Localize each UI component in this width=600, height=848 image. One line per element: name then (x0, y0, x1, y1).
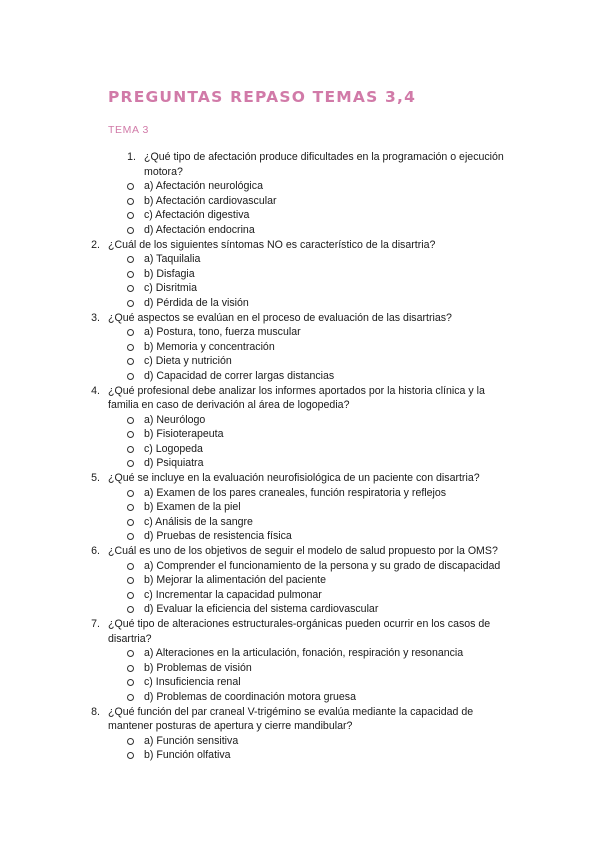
circle-bullet-icon (127, 752, 134, 759)
option-list (0, 325, 600, 383)
answer-option-text: d) Pruebas de resistencia física (144, 530, 292, 543)
circle-bullet-icon (127, 358, 134, 365)
circle-bullet-icon (127, 373, 134, 380)
answer-option (0, 515, 600, 530)
answer-option (0, 748, 600, 763)
answer-option-text: b) Memoria y concentración (144, 340, 275, 353)
answer-option (0, 500, 600, 515)
answer-option-text: c) Incrementar la capacidad pulmonar (144, 588, 322, 601)
question-text: ¿Cuál es uno de los objetivos de seguir el modelo de salud propuesto por la OMS? (108, 545, 498, 558)
answer-option (0, 354, 600, 369)
question-item (0, 617, 600, 705)
answer-option (0, 179, 600, 194)
question-text: ¿Qué tipo de afectación produce dificultades en la programación o ejecución motora? (144, 151, 504, 178)
question-text: ¿Qué tipo de alteraciones estructurales-orgánicas pueden ocurrir en los casos de disartria? (108, 618, 491, 645)
question-number: 6. (91, 545, 100, 558)
answer-option (0, 267, 600, 282)
answer-option (0, 325, 600, 340)
answer-option (0, 296, 600, 311)
answer-option-text: a) Taquilalia (144, 253, 201, 266)
question-text: ¿Cuál de los siguientes síntomas NO es característico de la disartria? (108, 238, 436, 251)
circle-bullet-icon (127, 271, 134, 278)
question-text: ¿Qué aspectos se evalúan en el proceso de evaluación de las disartrias? (108, 311, 452, 324)
circle-bullet-icon (127, 665, 134, 672)
answer-option (0, 602, 600, 617)
answer-option-text: a) Comprender el funcionamiento de la persona y su grado de discapacidad (144, 559, 501, 572)
answer-option-text: c) Dieta y nutrición (144, 355, 232, 368)
answer-option-text: b) Fisioterapeuta (144, 428, 224, 441)
answer-option (0, 734, 600, 749)
circle-bullet-icon (127, 227, 134, 234)
answer-option (0, 690, 600, 705)
question-number: 5. (91, 472, 100, 485)
question-text: ¿Qué profesional debe analizar los informes aportados por la historia clínica y la familia en caso de derivación al área de logopedia? (108, 384, 485, 412)
circle-bullet-icon (127, 460, 134, 467)
circle-bullet-icon (127, 577, 134, 584)
question-number: 3. (91, 311, 100, 324)
answer-option-text: a) Neurólogo (144, 413, 206, 426)
section-heading: TEMA 3 (108, 124, 149, 136)
answer-option-text: d) Problemas de coordinación motora gruesa (144, 690, 356, 703)
circle-bullet-icon (127, 329, 134, 336)
question-number: 4. (91, 384, 100, 397)
option-list (0, 413, 600, 471)
answer-option (0, 675, 600, 690)
answer-option-text: c) Análisis de la sangre (144, 515, 253, 528)
question-item (0, 705, 600, 763)
answer-option (0, 573, 600, 588)
option-list (0, 179, 600, 237)
question-number: 8. (91, 705, 100, 718)
answer-option (0, 456, 600, 471)
answer-option-text: a) Afectación neurológica (144, 180, 263, 193)
question-text: ¿Qué función del par craneal V-trigémino se evalúa mediante la capacidad de mantener posturas de apertura y cierre mandibular? (108, 705, 474, 733)
circle-bullet-icon (127, 431, 134, 438)
answer-option (0, 413, 600, 428)
circle-bullet-icon (127, 198, 134, 205)
answer-option (0, 559, 600, 574)
circle-bullet-icon (127, 592, 134, 599)
answer-option (0, 588, 600, 603)
answer-option-text: d) Psiquiatra (144, 457, 204, 470)
answer-option (0, 252, 600, 267)
answer-option-text: c) Disritmia (144, 282, 197, 295)
answer-option-text: d) Capacidad de correr largas distancias (144, 369, 335, 382)
answer-option (0, 486, 600, 501)
question-item (0, 544, 600, 617)
circle-bullet-icon (127, 285, 134, 292)
option-list (0, 734, 600, 763)
answer-option-text: d) Afectación endocrina (144, 223, 255, 236)
question-number: 7. (91, 618, 100, 630)
answer-option-text: a) Alteraciones en la articulación, fonación, respiración y resonancia (144, 647, 464, 660)
answer-option-text: a) Examen de los pares craneales, función respiratoria y reflejos (144, 486, 447, 499)
question-item (0, 238, 600, 311)
circle-bullet-icon (127, 519, 134, 526)
answer-option (0, 223, 600, 238)
question-number: 2. (91, 238, 100, 251)
answer-option (0, 369, 600, 384)
answer-option-text: a) Función sensitiva (144, 734, 239, 747)
answer-option-text: b) Examen de la piel (144, 501, 241, 514)
question-item (0, 384, 600, 472)
circle-bullet-icon (127, 606, 134, 613)
circle-bullet-icon (127, 446, 134, 453)
answer-option-text: b) Mejorar la alimentación del paciente (144, 574, 326, 587)
circle-bullet-icon (127, 679, 134, 686)
answer-option (0, 194, 600, 209)
answer-option-text: a) Postura, tono, fuerza muscular (144, 326, 301, 339)
circle-bullet-icon (127, 183, 134, 190)
option-list (0, 646, 600, 704)
answer-option-text: c) Logopeda (144, 442, 203, 455)
option-list (0, 486, 600, 544)
circle-bullet-icon (127, 212, 134, 219)
question-list (0, 150, 600, 763)
circle-bullet-icon (127, 504, 134, 511)
answer-option-text: b) Problemas de visión (144, 661, 252, 674)
option-list (0, 559, 600, 617)
question-item (0, 311, 600, 384)
answer-option-text: c) Insuficiencia renal (144, 676, 241, 689)
answer-option-text: d) Evaluar la eficiencia del sistema cardiovascular (144, 603, 379, 616)
question-item (0, 471, 600, 544)
document-title: PREGUNTAS REPASO TEMAS 3,4 (108, 88, 417, 106)
circle-bullet-icon (127, 563, 134, 570)
answer-option (0, 442, 600, 457)
circle-bullet-icon (127, 490, 134, 497)
circle-bullet-icon (127, 738, 134, 745)
circle-bullet-icon (127, 417, 134, 424)
answer-option-text: d) Pérdida de la visión (144, 296, 249, 309)
answer-option-text: c) Afectación digestiva (144, 209, 250, 222)
answer-option (0, 281, 600, 296)
answer-option (0, 340, 600, 355)
circle-bullet-icon (127, 300, 134, 307)
answer-option-text: b) Función olfativa (144, 749, 231, 762)
answer-option (0, 661, 600, 676)
question-item (0, 150, 600, 238)
answer-option (0, 529, 600, 544)
circle-bullet-icon (127, 694, 134, 701)
answer-option-text: b) Disfagia (144, 267, 195, 280)
option-list (0, 252, 600, 310)
answer-option (0, 646, 600, 661)
question-text: ¿Qué se incluye en la evaluación neurofisiológica de un paciente con disartria? (108, 472, 480, 485)
circle-bullet-icon (127, 256, 134, 263)
circle-bullet-icon (127, 344, 134, 351)
circle-bullet-icon (127, 650, 134, 657)
circle-bullet-icon (127, 533, 134, 540)
answer-option-text: b) Afectación cardiovascular (144, 194, 277, 207)
answer-option (0, 208, 600, 223)
answer-option (0, 427, 600, 442)
question-number: 1. (127, 151, 136, 163)
